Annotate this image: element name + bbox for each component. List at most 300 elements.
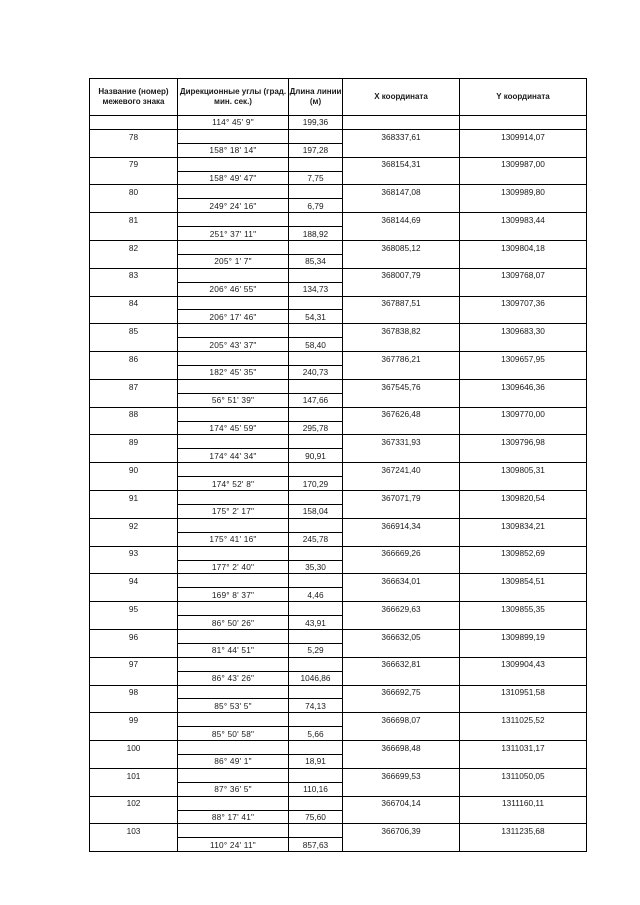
cell-y-coordinate xyxy=(460,504,587,518)
cell-y-coordinate xyxy=(460,560,587,574)
table-row-segment xyxy=(90,616,587,630)
cell-point-name: 80 xyxy=(90,185,178,199)
cell-line-length xyxy=(289,574,343,588)
cell-point-name xyxy=(90,477,178,491)
cell-direction-angle xyxy=(178,657,289,671)
cell-line-length: 35,30 xyxy=(289,560,343,574)
cell-point-name xyxy=(90,338,178,352)
cell-point-name: 102 xyxy=(90,796,178,810)
cell-y-coordinate xyxy=(460,393,587,407)
cell-y-coordinate: 1309899,19 xyxy=(460,629,587,643)
cell-point-name xyxy=(90,310,178,324)
table-row-point xyxy=(90,296,587,310)
cell-y-coordinate xyxy=(460,143,587,157)
cell-x-coordinate: 367838,82 xyxy=(343,324,460,338)
cell-x-coordinate xyxy=(343,421,460,435)
cell-direction-angle: 206° 46' 55" xyxy=(178,282,289,296)
cell-point-name: 93 xyxy=(90,546,178,560)
cell-x-coordinate: 367241,40 xyxy=(343,463,460,477)
cell-direction-angle: 206° 17' 46" xyxy=(178,310,289,324)
cell-direction-angle xyxy=(178,491,289,505)
cell-y-coordinate: 1309770,00 xyxy=(460,407,587,421)
table-row-point xyxy=(90,352,587,366)
cell-y-coordinate: 1309989,80 xyxy=(460,185,587,199)
cell-direction-angle xyxy=(178,324,289,338)
cell-point-name xyxy=(90,366,178,380)
cell-line-length xyxy=(289,379,343,393)
cell-line-length xyxy=(289,352,343,366)
cell-point-name: 85 xyxy=(90,324,178,338)
cell-x-coordinate xyxy=(343,532,460,546)
cell-line-length xyxy=(289,824,343,838)
table-row-segment xyxy=(90,671,587,685)
table-row-segment xyxy=(90,199,587,213)
cell-y-coordinate: 1309852,69 xyxy=(460,546,587,560)
cell-direction-angle xyxy=(178,157,289,171)
cell-point-name xyxy=(90,671,178,685)
cell-y-coordinate: 1310951,58 xyxy=(460,685,587,699)
cell-point-name xyxy=(90,616,178,630)
cell-direction-angle: 177° 2' 40" xyxy=(178,560,289,574)
table-row-point xyxy=(90,824,587,838)
cell-line-length: 74,13 xyxy=(289,699,343,713)
cell-line-length xyxy=(289,213,343,227)
cell-y-coordinate xyxy=(460,171,587,185)
cell-y-coordinate: 1309904,43 xyxy=(460,657,587,671)
cell-x-coordinate: 366692,75 xyxy=(343,685,460,699)
cell-direction-angle: 85° 50' 58" xyxy=(178,727,289,741)
cell-point-name: 99 xyxy=(90,713,178,727)
cell-y-coordinate xyxy=(460,366,587,380)
cell-direction-angle xyxy=(178,546,289,560)
cell-x-coordinate xyxy=(343,254,460,268)
cell-y-coordinate xyxy=(460,727,587,741)
cell-y-coordinate: 1309707,36 xyxy=(460,296,587,310)
cell-point-name: 97 xyxy=(90,657,178,671)
cell-point-name: 88 xyxy=(90,407,178,421)
cell-y-coordinate xyxy=(460,477,587,491)
cell-x-coordinate xyxy=(343,560,460,574)
cell-x-coordinate xyxy=(343,171,460,185)
header-y: Y координата xyxy=(460,79,587,116)
cell-direction-angle: 251° 37' 11" xyxy=(178,227,289,241)
cell-point-name xyxy=(90,699,178,713)
cell-y-coordinate: 1309914,07 xyxy=(460,129,587,143)
cell-y-coordinate xyxy=(460,449,587,463)
cell-y-coordinate xyxy=(460,254,587,268)
cell-x-coordinate xyxy=(343,588,460,602)
cell-direction-angle xyxy=(178,129,289,143)
cell-point-name xyxy=(90,449,178,463)
table-row-point xyxy=(90,768,587,782)
cell-x-coordinate: 366914,34 xyxy=(343,518,460,532)
cell-x-coordinate xyxy=(343,671,460,685)
cell-x-coordinate: 366704,14 xyxy=(343,796,460,810)
table-row-point xyxy=(90,796,587,810)
table-row-segment xyxy=(90,227,587,241)
cell-x-coordinate xyxy=(343,477,460,491)
cell-x-coordinate: 366629,63 xyxy=(343,602,460,616)
cell-line-length xyxy=(289,435,343,449)
cell-line-length xyxy=(289,268,343,282)
cell-line-length xyxy=(289,185,343,199)
table-row-segment xyxy=(90,338,587,352)
cell-line-length: 6,79 xyxy=(289,199,343,213)
cell-x-coordinate: 367545,76 xyxy=(343,379,460,393)
cell-line-length: 197,28 xyxy=(289,143,343,157)
cell-line-length xyxy=(289,407,343,421)
cell-line-length: 240,73 xyxy=(289,366,343,380)
cell-direction-angle xyxy=(178,713,289,727)
cell-y-coordinate: 1311160,11 xyxy=(460,796,587,810)
cell-y-coordinate: 1311050,05 xyxy=(460,768,587,782)
cell-point-name xyxy=(90,143,178,157)
table-row-segment xyxy=(90,560,587,574)
cell-point-name: 101 xyxy=(90,768,178,782)
table-row-segment xyxy=(90,116,587,130)
cell-point-name xyxy=(90,421,178,435)
table-row-point xyxy=(90,241,587,255)
table-row-segment xyxy=(90,171,587,185)
cell-point-name: 81 xyxy=(90,213,178,227)
cell-x-coordinate: 367786,21 xyxy=(343,352,460,366)
cell-x-coordinate xyxy=(343,699,460,713)
cell-line-length xyxy=(289,741,343,755)
cell-direction-angle xyxy=(178,741,289,755)
cell-direction-angle xyxy=(178,296,289,310)
table-row-point xyxy=(90,435,587,449)
cell-point-name: 94 xyxy=(90,574,178,588)
cell-x-coordinate: 366698,48 xyxy=(343,741,460,755)
header-name: Название (номер) межевого знака xyxy=(90,79,178,116)
table-row-segment xyxy=(90,282,587,296)
cell-x-coordinate: 368154,31 xyxy=(343,157,460,171)
cell-point-name: 90 xyxy=(90,463,178,477)
cell-x-coordinate xyxy=(343,143,460,157)
cell-point-name xyxy=(90,116,178,130)
cell-direction-angle xyxy=(178,241,289,255)
cell-line-length xyxy=(289,796,343,810)
boundary-coordinates-table xyxy=(89,78,587,852)
cell-x-coordinate xyxy=(343,282,460,296)
table-row-segment xyxy=(90,699,587,713)
cell-direction-angle xyxy=(178,768,289,782)
table-row-point xyxy=(90,518,587,532)
cell-y-coordinate xyxy=(460,671,587,685)
cell-x-coordinate: 367887,51 xyxy=(343,296,460,310)
cell-y-coordinate xyxy=(460,754,587,768)
table-body xyxy=(90,116,587,852)
cell-y-coordinate: 1309804,18 xyxy=(460,241,587,255)
cell-point-name xyxy=(90,754,178,768)
cell-x-coordinate: 366698,07 xyxy=(343,713,460,727)
cell-x-coordinate: 368144,69 xyxy=(343,213,460,227)
cell-y-coordinate: 1309768,07 xyxy=(460,268,587,282)
cell-x-coordinate xyxy=(343,366,460,380)
cell-line-length xyxy=(289,296,343,310)
cell-point-name xyxy=(90,393,178,407)
cell-point-name: 78 xyxy=(90,129,178,143)
cell-point-name xyxy=(90,643,178,657)
cell-direction-angle xyxy=(178,463,289,477)
header-x: X координата xyxy=(343,79,460,116)
cell-direction-angle: 205° 1' 7" xyxy=(178,254,289,268)
cell-line-length: 110,16 xyxy=(289,782,343,796)
cell-y-coordinate xyxy=(460,810,587,824)
cell-direction-angle: 169° 8' 37" xyxy=(178,588,289,602)
cell-line-length xyxy=(289,546,343,560)
cell-direction-angle xyxy=(178,824,289,838)
table-row-point xyxy=(90,657,587,671)
cell-direction-angle: 87° 36' 5" xyxy=(178,782,289,796)
cell-point-name xyxy=(90,838,178,852)
cell-line-length: 90,91 xyxy=(289,449,343,463)
table-row-point xyxy=(90,324,587,338)
table-row-point xyxy=(90,574,587,588)
cell-line-length: 188,92 xyxy=(289,227,343,241)
cell-x-coordinate xyxy=(343,616,460,630)
cell-x-coordinate xyxy=(343,449,460,463)
cell-line-length: 147,66 xyxy=(289,393,343,407)
cell-direction-angle xyxy=(178,185,289,199)
table-row-segment xyxy=(90,810,587,824)
cell-line-length xyxy=(289,629,343,643)
cell-y-coordinate: 1309987,00 xyxy=(460,157,587,171)
cell-direction-angle xyxy=(178,629,289,643)
cell-y-coordinate xyxy=(460,838,587,852)
cell-direction-angle: 86° 43' 26" xyxy=(178,671,289,685)
cell-y-coordinate: 1309834,21 xyxy=(460,518,587,532)
cell-line-length: 54,31 xyxy=(289,310,343,324)
cell-point-name xyxy=(90,254,178,268)
cell-line-length xyxy=(289,129,343,143)
header-length: Длина линии (м) xyxy=(289,79,343,116)
cell-line-length: 7,75 xyxy=(289,171,343,185)
table-row-point xyxy=(90,685,587,699)
cell-x-coordinate: 368337,61 xyxy=(343,129,460,143)
cell-x-coordinate xyxy=(343,504,460,518)
cell-direction-angle: 56° 51' 39" xyxy=(178,393,289,407)
cell-x-coordinate xyxy=(343,810,460,824)
cell-line-length: 158,04 xyxy=(289,504,343,518)
table-row-point xyxy=(90,379,587,393)
cell-point-name: 100 xyxy=(90,741,178,755)
cell-x-coordinate xyxy=(343,838,460,852)
cell-direction-angle: 158° 18' 14" xyxy=(178,143,289,157)
table-row-point xyxy=(90,185,587,199)
cell-y-coordinate xyxy=(460,532,587,546)
table-row-segment xyxy=(90,393,587,407)
cell-point-name: 98 xyxy=(90,685,178,699)
cell-point-name: 96 xyxy=(90,629,178,643)
cell-line-length: 295,78 xyxy=(289,421,343,435)
cell-line-length: 43,91 xyxy=(289,616,343,630)
table-row-point xyxy=(90,741,587,755)
cell-point-name: 86 xyxy=(90,352,178,366)
cell-x-coordinate xyxy=(343,338,460,352)
cell-direction-angle xyxy=(178,602,289,616)
cell-line-length: 134,73 xyxy=(289,282,343,296)
cell-x-coordinate xyxy=(343,227,460,241)
table-row-segment xyxy=(90,754,587,768)
cell-direction-angle: 182° 45' 35" xyxy=(178,366,289,380)
cell-x-coordinate xyxy=(343,393,460,407)
cell-line-length xyxy=(289,241,343,255)
cell-y-coordinate: 1309657,95 xyxy=(460,352,587,366)
cell-x-coordinate: 367071,79 xyxy=(343,491,460,505)
cell-point-name xyxy=(90,560,178,574)
cell-x-coordinate: 366669,26 xyxy=(343,546,460,560)
table-row-point xyxy=(90,713,587,727)
cell-y-coordinate: 1309983,44 xyxy=(460,213,587,227)
cell-direction-angle xyxy=(178,518,289,532)
cell-line-length xyxy=(289,324,343,338)
cell-x-coordinate xyxy=(343,199,460,213)
cell-direction-angle xyxy=(178,352,289,366)
cell-line-length: 58,40 xyxy=(289,338,343,352)
cell-x-coordinate: 366634,01 xyxy=(343,574,460,588)
table-row-point xyxy=(90,629,587,643)
cell-x-coordinate: 366706,39 xyxy=(343,824,460,838)
table-row-segment xyxy=(90,366,587,380)
cell-y-coordinate: 1309683,30 xyxy=(460,324,587,338)
table-row-point xyxy=(90,602,587,616)
cell-point-name xyxy=(90,199,178,213)
table-row-segment xyxy=(90,421,587,435)
cell-x-coordinate: 366632,05 xyxy=(343,629,460,643)
cell-point-name: 82 xyxy=(90,241,178,255)
cell-y-coordinate xyxy=(460,116,587,130)
table-row-segment xyxy=(90,532,587,546)
cell-x-coordinate: 368147,08 xyxy=(343,185,460,199)
cell-point-name xyxy=(90,727,178,741)
cell-y-coordinate xyxy=(460,421,587,435)
cell-y-coordinate: 1309854,51 xyxy=(460,574,587,588)
cell-direction-angle: 205° 43' 37" xyxy=(178,338,289,352)
cell-line-length xyxy=(289,463,343,477)
cell-direction-angle: 86° 50' 26" xyxy=(178,616,289,630)
cell-direction-angle: 249° 24' 16" xyxy=(178,199,289,213)
table-row-segment xyxy=(90,449,587,463)
cell-direction-angle: 88° 17' 41" xyxy=(178,810,289,824)
table-row-point xyxy=(90,213,587,227)
cell-line-length xyxy=(289,768,343,782)
cell-point-name: 89 xyxy=(90,435,178,449)
cell-line-length: 4,46 xyxy=(289,588,343,602)
cell-direction-angle: 81° 44' 51" xyxy=(178,643,289,657)
cell-direction-angle: 114° 45' 9" xyxy=(178,116,289,130)
cell-direction-angle: 85° 53' 5" xyxy=(178,699,289,713)
cell-point-name xyxy=(90,171,178,185)
cell-direction-angle xyxy=(178,407,289,421)
cell-direction-angle: 174° 44' 34" xyxy=(178,449,289,463)
cell-line-length xyxy=(289,491,343,505)
cell-x-coordinate xyxy=(343,754,460,768)
cell-point-name xyxy=(90,810,178,824)
cell-direction-angle: 86° 49' 1" xyxy=(178,754,289,768)
cell-line-length: 857,63 xyxy=(289,838,343,852)
table-row-point xyxy=(90,407,587,421)
table-row-point xyxy=(90,546,587,560)
table-row-segment xyxy=(90,143,587,157)
cell-y-coordinate xyxy=(460,227,587,241)
cell-x-coordinate: 368085,12 xyxy=(343,241,460,255)
cell-direction-angle xyxy=(178,685,289,699)
cell-line-length xyxy=(289,685,343,699)
cell-y-coordinate: 1309646,36 xyxy=(460,379,587,393)
table-row-segment xyxy=(90,643,587,657)
cell-y-coordinate: 1309820,54 xyxy=(460,491,587,505)
cell-y-coordinate xyxy=(460,782,587,796)
table-row-segment xyxy=(90,727,587,741)
cell-line-length: 170,29 xyxy=(289,477,343,491)
cell-y-coordinate: 1309805,31 xyxy=(460,463,587,477)
cell-direction-angle: 174° 52' 8" xyxy=(178,477,289,491)
cell-x-coordinate: 366632,81 xyxy=(343,657,460,671)
cell-point-name: 87 xyxy=(90,379,178,393)
table-row-segment xyxy=(90,310,587,324)
cell-point-name: 91 xyxy=(90,491,178,505)
cell-point-name xyxy=(90,532,178,546)
cell-direction-angle: 175° 2' 17" xyxy=(178,504,289,518)
table-row-segment xyxy=(90,838,587,852)
cell-y-coordinate xyxy=(460,199,587,213)
cell-direction-angle xyxy=(178,379,289,393)
cell-y-coordinate xyxy=(460,338,587,352)
cell-line-length xyxy=(289,657,343,671)
cell-y-coordinate xyxy=(460,616,587,630)
cell-line-length: 75,60 xyxy=(289,810,343,824)
table-row-point xyxy=(90,268,587,282)
cell-y-coordinate xyxy=(460,699,587,713)
cell-direction-angle: 158° 49' 47" xyxy=(178,171,289,185)
cell-x-coordinate xyxy=(343,782,460,796)
table-row-segment xyxy=(90,254,587,268)
cell-direction-angle: 110° 24' 11" xyxy=(178,838,289,852)
cell-x-coordinate xyxy=(343,643,460,657)
cell-line-length: 85,34 xyxy=(289,254,343,268)
cell-point-name xyxy=(90,282,178,296)
cell-line-length: 18,91 xyxy=(289,754,343,768)
cell-direction-angle xyxy=(178,574,289,588)
cell-point-name: 79 xyxy=(90,157,178,171)
cell-line-length: 1046,86 xyxy=(289,671,343,685)
cell-direction-angle: 174° 45' 59" xyxy=(178,421,289,435)
table-row-segment xyxy=(90,477,587,491)
cell-point-name xyxy=(90,782,178,796)
table-row-point xyxy=(90,463,587,477)
cell-line-length: 245,78 xyxy=(289,532,343,546)
cell-line-length: 5,29 xyxy=(289,643,343,657)
cell-point-name: 92 xyxy=(90,518,178,532)
cell-point-name: 103 xyxy=(90,824,178,838)
cell-point-name xyxy=(90,504,178,518)
cell-x-coordinate: 366699,53 xyxy=(343,768,460,782)
cell-y-coordinate xyxy=(460,310,587,324)
cell-y-coordinate: 1311031,17 xyxy=(460,741,587,755)
cell-y-coordinate xyxy=(460,588,587,602)
header-angle: Дирекционные углы (град. мин. сек.) xyxy=(178,79,289,116)
table-row-segment xyxy=(90,588,587,602)
table-row-point xyxy=(90,157,587,171)
cell-y-coordinate: 1311025,52 xyxy=(460,713,587,727)
cell-line-length xyxy=(289,518,343,532)
cell-line-length: 5,66 xyxy=(289,727,343,741)
cell-direction-angle xyxy=(178,435,289,449)
cell-point-name xyxy=(90,588,178,602)
table-row-segment xyxy=(90,504,587,518)
cell-point-name: 95 xyxy=(90,602,178,616)
